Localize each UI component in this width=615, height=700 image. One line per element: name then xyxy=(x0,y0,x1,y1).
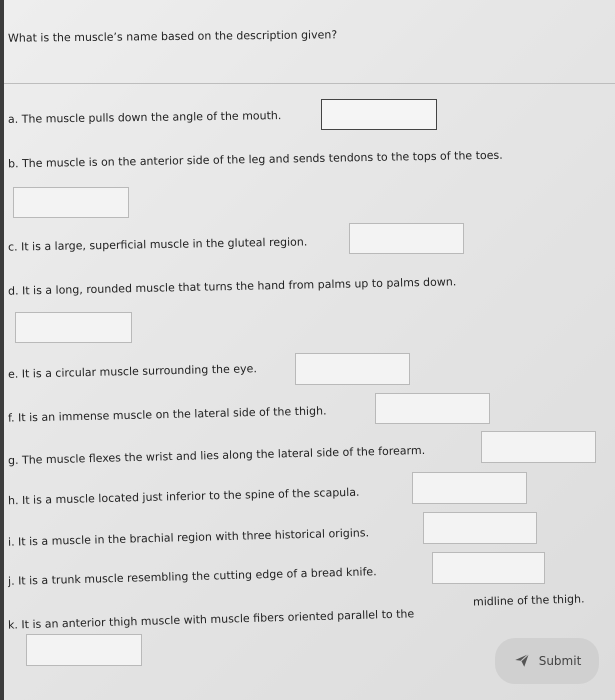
submit-label: Submit xyxy=(538,654,582,668)
submit-button[interactable] xyxy=(495,638,599,684)
question-i-text: i. It is a muscle in the brachial region with three historical origins. xyxy=(7,526,370,549)
question-f-text: f. It is an immense muscle on the lateral side of the thigh. xyxy=(7,404,327,425)
answer-e-input[interactable] xyxy=(295,353,410,385)
answer-h-input[interactable] xyxy=(412,472,527,504)
header-divider xyxy=(4,83,615,84)
question-e-text: e. It is a circular muscle surrounding the eye. xyxy=(7,362,258,381)
answer-j-input[interactable] xyxy=(432,552,545,584)
answer-g-input[interactable] xyxy=(481,431,596,463)
question-b-text: b. The muscle is on the anterior side of the leg and sends tendons to the tops of the toes. xyxy=(7,148,503,171)
answer-k-input[interactable] xyxy=(26,634,142,666)
question-g-text: g. The muscle flexes the wrist and lies along the lateral side of the forearm. xyxy=(7,443,426,468)
question-a-text: a. The muscle pulls down the angle of the mouth. xyxy=(7,109,282,126)
send-icon xyxy=(513,651,531,672)
answer-f-input[interactable] xyxy=(375,393,490,424)
question-j-text: j. It is a trunk muscle resembling the cutting edge of a bread knife. xyxy=(7,565,377,588)
left-edge xyxy=(0,0,4,700)
question-k-continuation: midline of the thigh. xyxy=(472,592,585,609)
question-prompt: What is the muscle’s name based on the description given? xyxy=(7,28,338,45)
answer-d-input[interactable] xyxy=(15,312,132,343)
answer-c-input[interactable] xyxy=(349,223,464,254)
question-c-text: c. It is a large, superficial muscle in the gluteal region. xyxy=(7,235,308,254)
answer-b-input[interactable] xyxy=(13,187,129,218)
question-h-text: h. It is a muscle located just inferior to the spine of the scapula. xyxy=(7,485,360,508)
question-d-text: d. It is a long, rounded muscle that turns the hand from palms up to palms down. xyxy=(7,275,457,298)
answer-a-input[interactable] xyxy=(321,99,437,130)
question-k-text: k. It is an anterior thigh muscle with muscle fibers oriented parallel to the xyxy=(7,607,415,632)
answer-i-input[interactable] xyxy=(423,512,537,544)
